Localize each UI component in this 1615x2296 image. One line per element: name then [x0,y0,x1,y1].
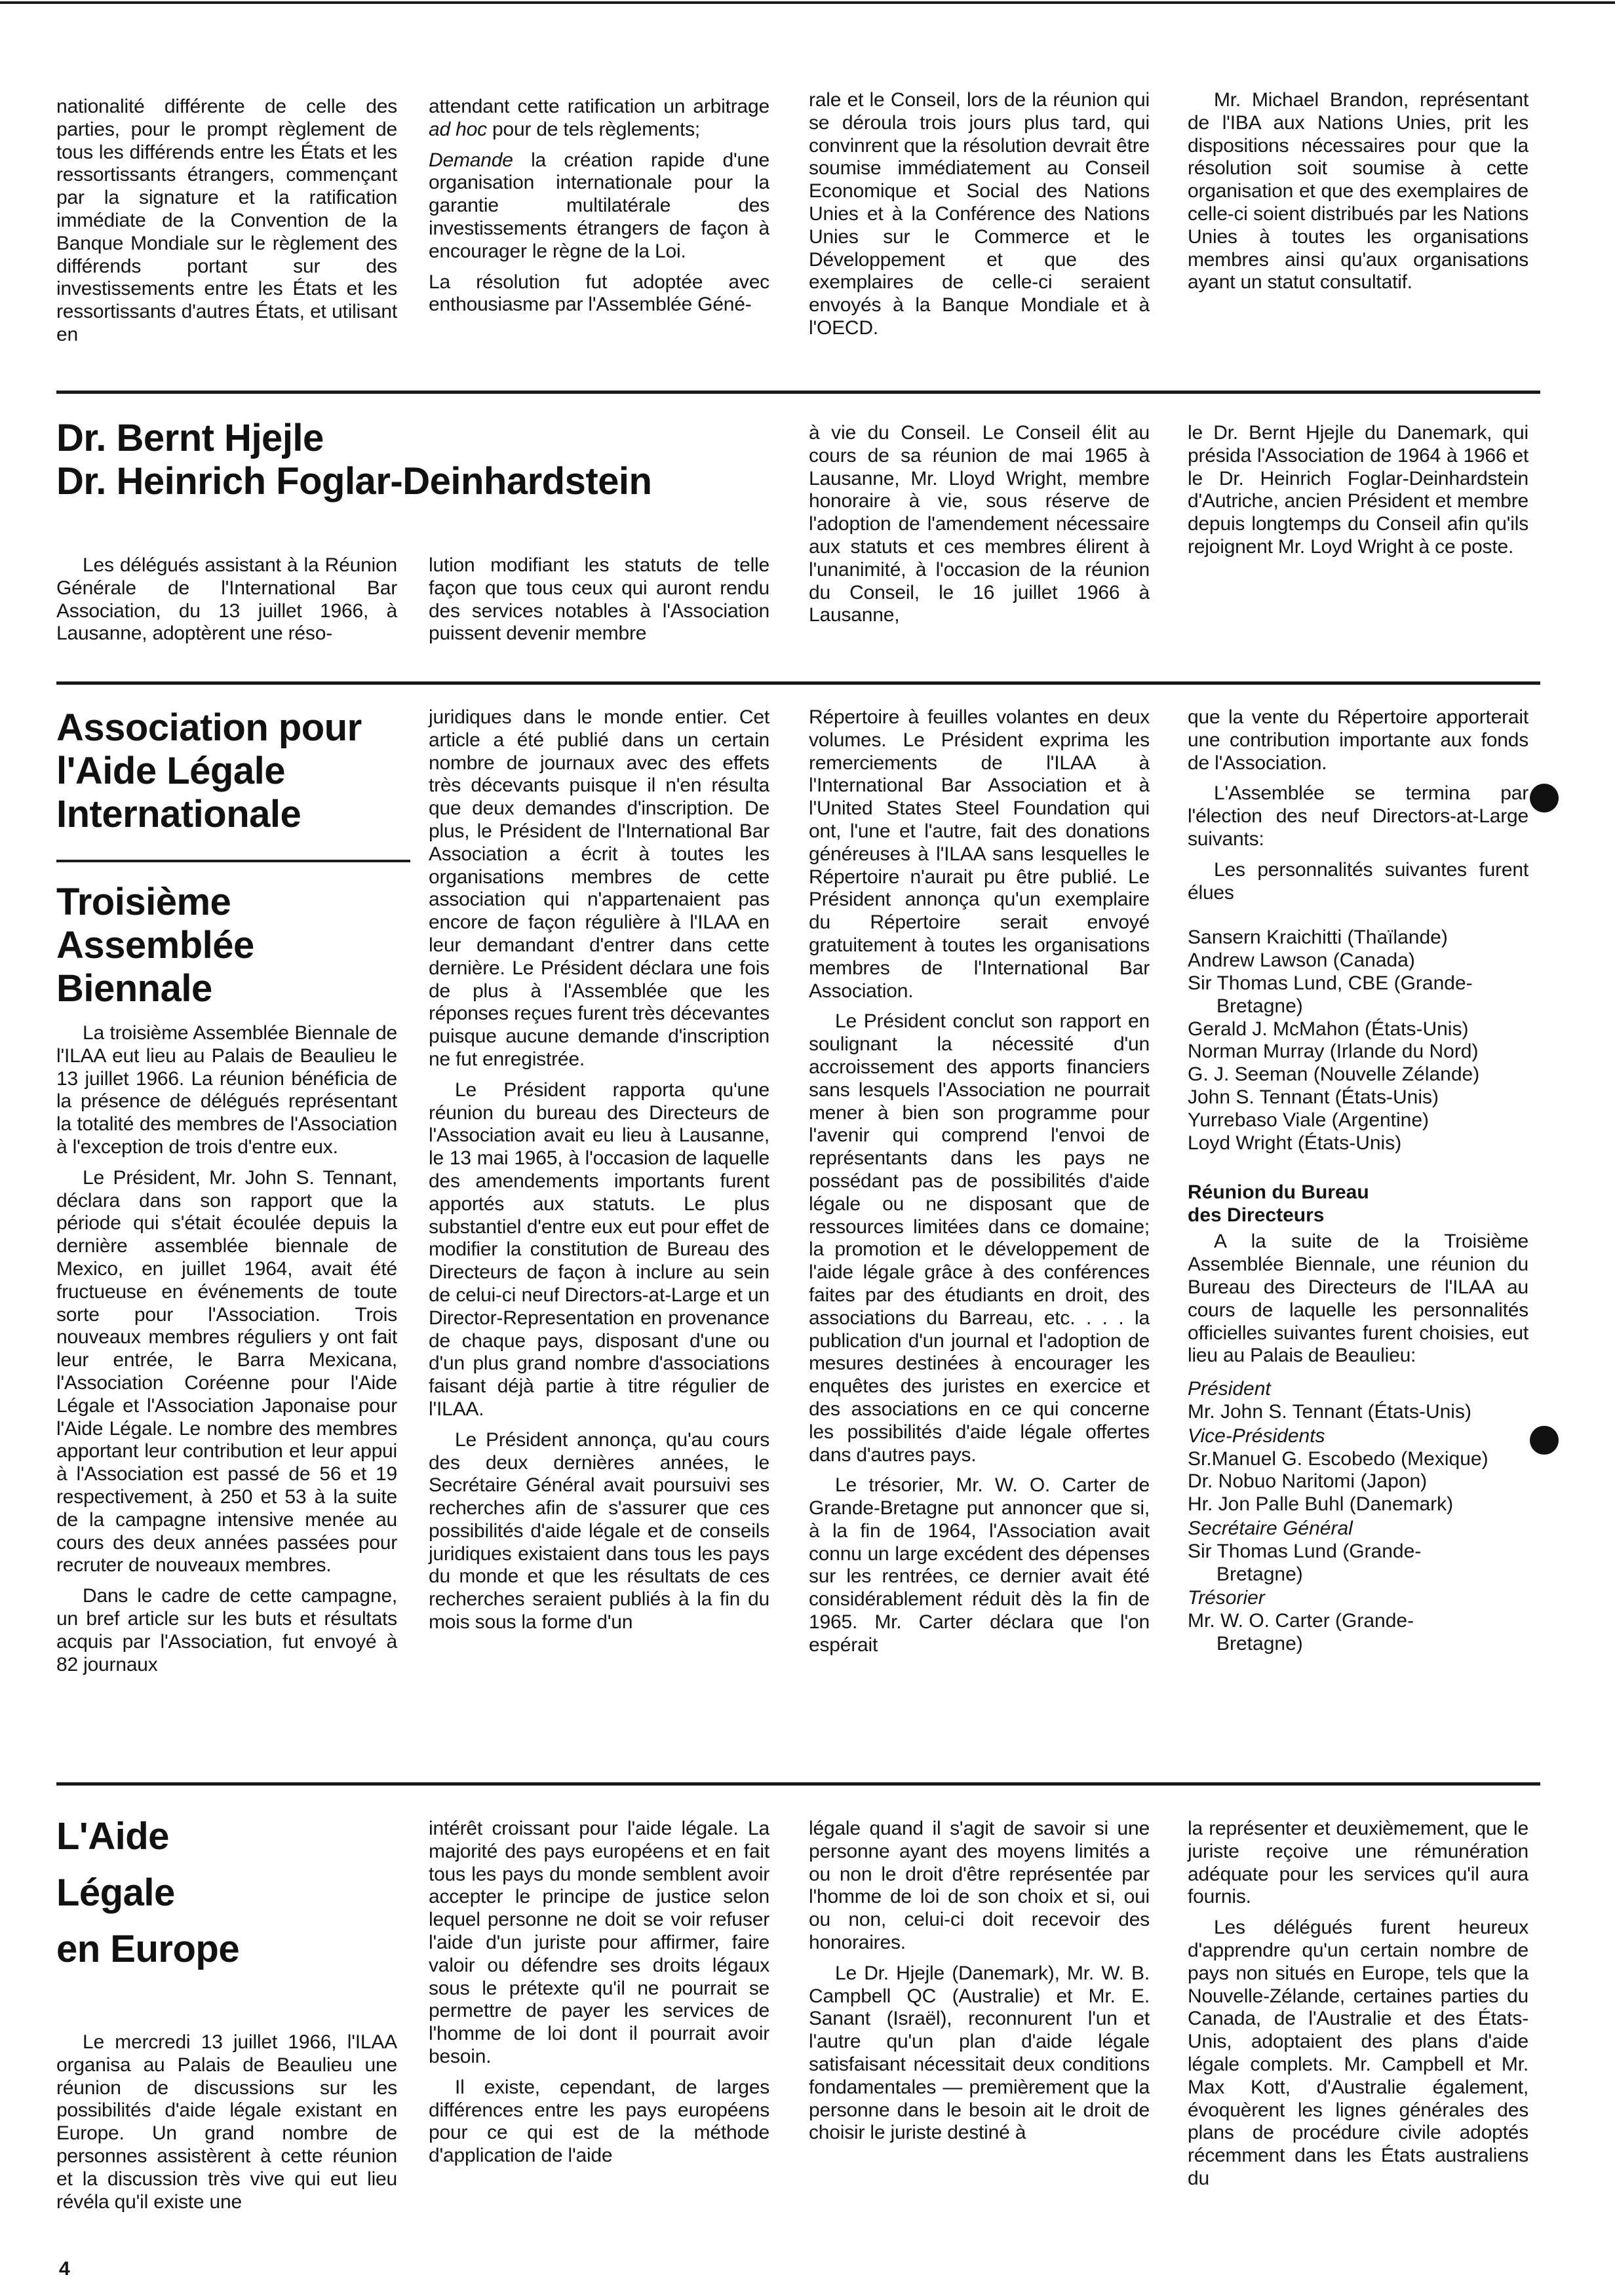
paragraph: Les délégués assistant à la Réunion Générale de l'International Bar Association, du 13 juillet 1966, à Lausanne, adoptèrent une réso- [56,554,397,645]
list-item: Yurrebaso Viale (Argentine) [1188,1109,1429,1131]
article-title: Association pour l'Aide Légale Internationale [56,706,362,835]
list-item: Andrew Lawson (Canada) [1188,949,1415,972]
paragraph: Demande la création rapide d'une organisation internationale pour la garantie multilatérale des investissements étrangers de façon à encourager le règne de la Loi. [429,149,769,262]
paragraph: légale quand il s'agit de savoir si une personne ayant des moyens limités a ou non le droit d'être représentée par l'homme de loi de son choix et si, oui ou non, celui-ci doit recevoir des honoraires. [809,1818,1150,1953]
headline: Dr. Bernt Hjejle [56,417,324,459]
paragraph: La troisième Assemblée Biennale de l'ILAA eut lieu au Palais de Beaulieu le 13 juillet 1966. La réunion bénéficia de la présence de délégués représentant la totalité des membres de l'Association à l'exception de trois d'entre eux. [56,1022,397,1158]
paragraph: Dans le cadre de cette campagne, un bref article sur les buts et résultats acquis par l'Association, fut envoyé à 82 journaux [56,1585,397,1675]
paragraph: à vie du Conseil. Le Conseil élit au cours de sa réunion de mai 1965 à Lausanne, Mr. Lloyd Wright, membre honoraire à vie, sous réserve de l'adoption de l'amendement nécessaire aux statuts et ces membres élirent à l'unanimité, à l'occasion de la réunion du Conseil, le 16 juillet 1966 à Lausanne, [809,422,1150,626]
list-item: Mr. W. O. Carter (Grande- [1188,1610,1414,1632]
paragraph: nationalité différente de celle des parties, pour le prompt règlement de tous les différends entre les États et les ressortissants étrangers, commençant par la signature et la ratification immédiate de la Convention de la Banque Mondiale sur le règlement des différends portant sur des investissements entre les États et les ressortissants d'autres États, et utilisant en [56,96,397,345]
list-item: Dr. Nobuo Naritomi (Japon) [1188,1470,1428,1493]
paragraph: intérêt croissant pour l'aide légale. La majorité des pays européens et en fait tous les pays du monde semblent avoir accepter le principe de justice selon lequel personne ne doit se voir refuser l'aide d'un juriste pour affirmer, faire valoir ou défendre ses droits légaux sous le prétexte qu'il ne pourrait se permettre de payer les services de l'homme de loi dont il pourrait avoir besoin. [429,1818,769,2067]
role-label: Secrétaire Général [1188,1517,1353,1539]
list-item: Sansern Kraichitti (Thaïlande) [1188,927,1448,949]
column-4 [1188,706,1528,1656]
title-divider [56,860,410,862]
list-item: G. J. Seeman (Nouvelle Zélande) [1188,1063,1480,1086]
paragraph: Le Président conclut son rapport en soulignant la nécessité d'un accroissement des apports financiers sans lesquels l'Association ne pourrait mener à bien son programme pour l'avenir qui comprend l'envoi de représentants dans les pays ne possédant pas de possibilités d'aide légale ou ne disposant que de ressources limitées dans ce domaine; la promotion et le développement de l'aide légale grâce à des conférences faites par des étudiants en droit, des associations du Barreau, etc. . . . la publication d'un journal et l'adoption de mesures destinées à encourager les enquêtes des juristes en exercice et des associations en ce qui concerne les possibilités d'aide légale offertes dans d'autres pays. [809,1010,1150,1466]
list-item: Gerald J. McMahon (États-Unis) [1188,1018,1469,1040]
column-2 [429,554,769,645]
role-label: Trésorier [1188,1587,1265,1609]
paragraph: attendant cette ratification un arbitrage ad hoc pour de tels règlements; [429,96,769,140]
list-item: Sr.Manuel G. Escobedo (Mexique) [1188,1447,1489,1470]
paragraph: que la vente du Répertoire apporterait une contribution importante aux fonds de l'Association. [1188,706,1528,774]
role-label: Vice-Présidents [1188,1425,1325,1447]
column-2 [429,96,769,316]
paragraph: Mr. Michael Brandon, représentant de l'IBA aux Nations Unies, prit les dispositions nécessaires pour que la résolution soit soumise à cette organisation et que des exemplaires de celle-ci soient distribués par les Nations Unies à toutes les organisations membres ainsi qu'aux organisations ayant un statut consultatif. [1188,89,1528,294]
top-border [0,1,1615,4]
paragraph: Le mercredi 13 juillet 1966, l'ILAA organisa au Palais de Beaulieu une réunion de discussions sur les possibilités d'aide légale existant en Europe. Un grand nombre de personnes assistèrent à cette réunion et la discussion très vive qui eut lieu révéla qu'il existe une [56,2031,397,2213]
column-2 [429,706,769,1634]
list-item: Loyd Wright (États-Unis) [1188,1132,1402,1154]
directors-list [1188,927,1528,1155]
article-subtitle: Troisième Assemblée Biennale [56,881,254,1010]
subheading: Réunion du Bureau des Directeurs [1188,1181,1369,1227]
paragraph: la représenter et deuxièmement, que le juriste reçoive une rémunération adéquate pour les services qu'il aura fournis. [1188,1818,1528,1908]
paragraph: juridiques dans le monde entier. Cet article a été publié dans un certain nombre de journaux avec des effets très décevants puisque il n'en résulta que deux demandes d'inscription. De plus, le Président de l'International Bar Association a écrit à toutes les organisations membres de cette association qui n'appartenaient pas encore de façon régulière à l'ILAA en leur demandant d'entrer dans cette dernière. Le Président déclara une fois de plus à l'Assemblée que les réponses reçues furent très décevantes puisque aucune demande d'inscription ne fut enregistrée. [429,706,769,1070]
column-3 [809,706,1150,1657]
paragraph: Le Président, Mr. John S. Tennant, déclara dans son rapport que la période qui s'était écoulée depuis la dernière assemblée biennale de Mexico, en juillet 1964, avait été fructueuse en événements de toute sorte pour l'Association. Trois nouveaux membres réguliers y ont fait leur entrée, le Barra Mexicana, l'Association Coréenne pour l'Aide Légale et l'Association Japonaise pour l'Aide Légale. Le nombre des membres apportant leur contribution et leur appui à l'Association est passé de 56 et 19 respectivement, à 250 et 53 à la suite de la campagne intensive menée au cours des deux années passées pour recruter de nouveaux membres. [56,1166,397,1577]
list-item: John S. Tennant (États-Unis) [1188,1086,1439,1108]
column-1 [56,96,397,347]
page-number: 4 [59,2258,70,2280]
paragraph: Le Président annonça, qu'au cours des deux dernières années, le Secrétaire Général avait poursuivi ses recherches afin de s'assurer que ces possibilités d'aide légale et de conseils juridiques existaient dans tous les pays du monde et que les résultats de ces recherches seraient publiés à la fin du mois sous la forme d'un [429,1428,769,1634]
officers-list [1188,1378,1528,1656]
list-item: Sir Thomas Lund, CBE (Grande- [1188,972,1473,994]
paragraph: La résolution fut adoptée avec enthousiasme par l'Assemblée Géné- [429,271,769,316]
section-rule [56,1782,1540,1786]
paragraph: lution modifiant les statuts de telle façon que tous ceux qui auront rendu des services notables à l'Association puissent devenir membre [429,554,769,645]
binding-hole-mark [1530,1426,1559,1455]
column-3 [809,89,1150,340]
binding-hole-mark [1530,784,1559,813]
paragraph: Le trésorier, Mr. W. O. Carter de Grande-Bretagne put annoncer que si, à la fin de 1964, l'Association avait connu un large excédent des dépenses sur les rentrées, ce dernier avait été considérablement réduit dès la fin de 1965. Mr. Carter déclara que l'on espérait [809,1474,1150,1656]
section-rule [56,391,1540,394]
column-1 [56,554,397,645]
list-item: Sir Thomas Lund (Grande- [1188,1540,1422,1562]
column-3 [809,422,1150,627]
article-title: L'Aide Légale en Europe [56,1815,240,1970]
paragraph: rale et le Conseil, lors de la réunion qui se déroula trois jours plus tard, qui convinrent que la résolution devrait être soumise immédiatement au Conseil Economique et Social des Nations Unies et à la Conférence des Nations Unies sur le Commerce et le Développement et que des exemplaires de celle-ci seraient envoyés à la Banque Mondiale et à l'OECD. [809,89,1150,339]
list-item: Hr. Jon Palle Buhl (Danemark) [1188,1493,1454,1516]
list-item: Bretagne) [1216,995,1303,1017]
column-2 [429,1818,769,2168]
list-item: Mr. John S. Tennant (États-Unis) [1188,1400,1471,1423]
hjejle-title [56,417,769,503]
paragraph: L'Assemblée se termina par l'élection des neuf Directors-at-Large suivants: [1188,782,1528,850]
role-label: Président [1188,1378,1271,1400]
paragraph: Le Président rapporta qu'une réunion du bureau des Directeurs de l'Association avait eu lieu à Lausanne, le 13 mai 1965, à l'occasion de laquelle des amendements importants furent apportés aux statuts. Le plus substantiel d'entre eux eut pour effet de modifier la constitution de Bureau des Directeurs de façon à inclure au sein de celui-ci neuf Directors-at-Large et un Director-Representation en provenance de chaque pays, disposant d'une ou d'un plus grand nombre d'associations faisant déjà partie à titre régulier de l'ILAA. [429,1079,769,1420]
paragraph: Les personnalités suivantes furent élues [1188,858,1528,904]
list-item: Bretagne) [1216,1632,1303,1655]
paragraph: Le Dr. Hjejle (Danemark), Mr. W. B. Campbell QC (Australie) et Mr. E. Sanant (Israël), reconnurent l'un et l'autre qu'un plan d'aide légale satisfaisant nécessitait deux conditions fondamentales — premièrement que la personne dans le besoin ait le droit de choisir le juriste destiné à [809,1962,1150,2144]
headline: Dr. Heinrich Foglar-Deinhardstein [56,460,652,503]
list-item: Norman Murray (Irlande du Nord) [1188,1041,1479,1063]
column-1 [56,706,397,1676]
list-item: Bretagne) [1216,1563,1303,1585]
section-rule [56,681,1540,685]
paragraph: Il existe, cependant, de larges différences entre les pays européens pour ce qui est de la méthode d'application de l'aide [429,2076,769,2167]
paragraph: A la suite de la Troisième Assemblée Biennale, une réunion du Bureau des Directeurs de l'ILAA au cours de laquelle les personnalités officielles suivantes furent choisies, eut lieu au Palais de Beaulieu: [1188,1231,1528,1367]
column-4 [1188,1818,1528,2191]
paragraph: Les délégués furent heureux d'apprendre qu'un certain nombre de pays non situés en Europe, tels que la Nouvelle-Zélande, certaines parties du Canada, de l'Australie et des États-Unis, adoptaient des plans d'aide légale complets. Mr. Campbell et Mr. Max Kott, d'Australie également, évoquèrent les lignes générales des plans de procédure civile adoptés récemment dans les États australiens du [1188,1917,1528,2189]
column-4 [1188,89,1528,294]
paragraph: Répertoire à feuilles volantes en deux volumes. Le Président exprima les remerciements de l'ILAA à l'International Bar Association et à l'United States Steel Foundation qui ont, l'une et l'autre, fait des donations généreuses à l'ILAA sans lesquelles le Répertoire n'aurait pu être publié. Le Président annonça qu'un exemplaire du Répertoire serait envoyé gratuitement à toutes les organisations membres de l'International Bar Association. [809,706,1150,1002]
column-4 [1188,422,1528,559]
column-3 [809,1818,1150,2145]
paragraph: le Dr. Bernt Hjejle du Danemark, qui présida l'Association de 1964 à 1966 et le Dr. Heinrich Foglar-Deinhardstein d'Autriche, ancien Président et membre depuis longtemps du Conseil afin qu'ils rejoignent Mr. Loyd Wright à ce poste. [1188,422,1528,558]
column-1 [56,1808,397,2213]
